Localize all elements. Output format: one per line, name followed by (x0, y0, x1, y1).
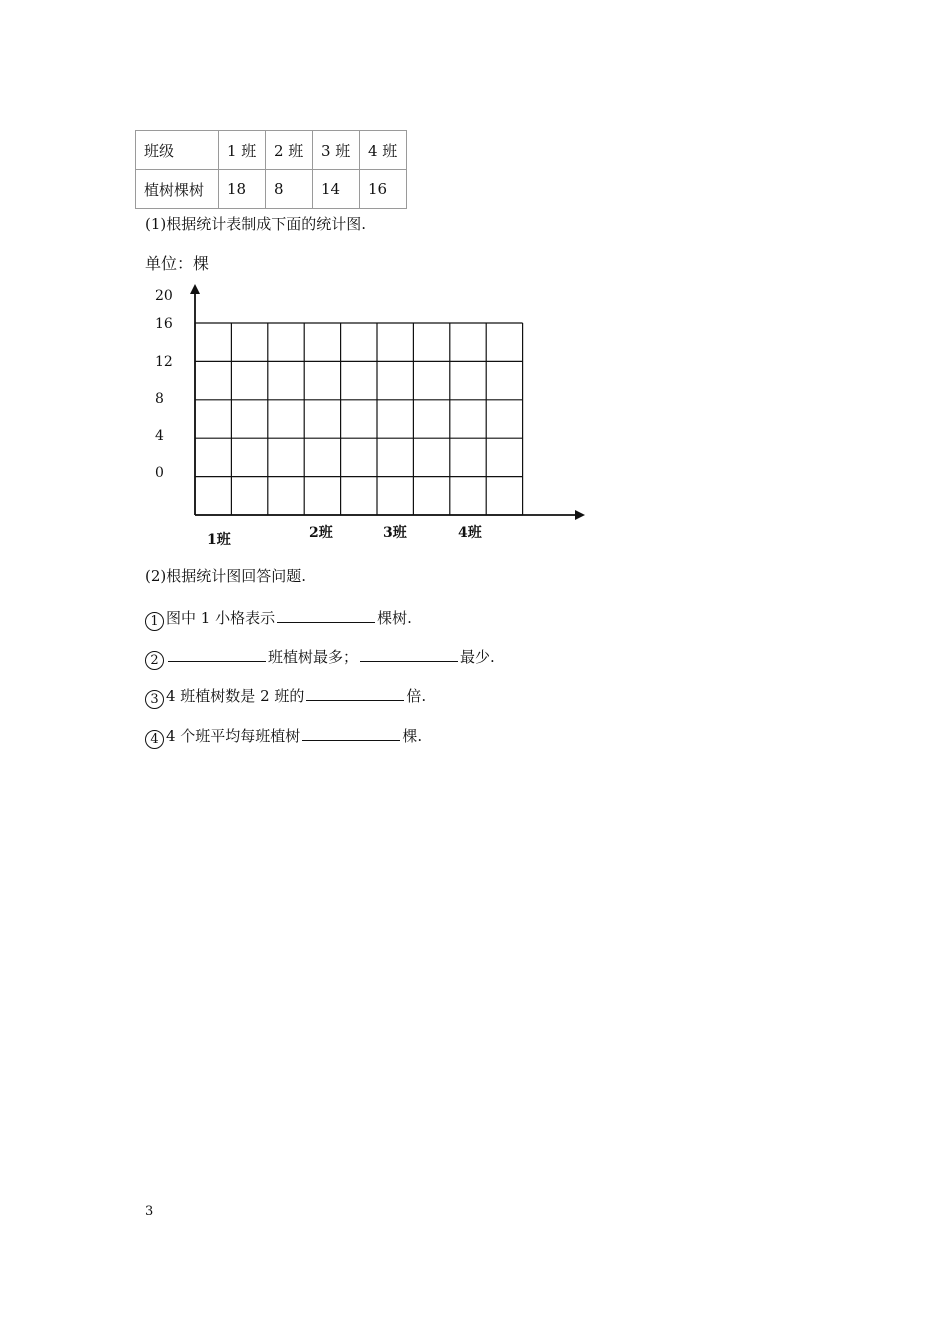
statistics-table (135, 130, 407, 209)
table-cell: 2 班 (266, 131, 313, 170)
part2-instruction: (2)根据统计图回答问题. (145, 567, 307, 585)
question-3 (145, 684, 426, 709)
question-text: 棵树. (377, 609, 412, 627)
table-cell: 8 (266, 170, 313, 209)
table-cell: 3 班 (313, 131, 360, 170)
table-cell: 4 班 (360, 131, 407, 170)
question-number-circle: 1 (145, 612, 164, 631)
y-tick-label: 0 (155, 465, 164, 481)
table-cell: 1 班 (219, 131, 266, 170)
part1-instruction: (1)根据统计表制成下面的统计图. (145, 215, 367, 233)
table-cell: 班级 (136, 131, 219, 170)
table-cell: 14 (313, 170, 360, 209)
page-number: 3 (145, 1204, 154, 1219)
y-tick-label: 16 (155, 316, 173, 332)
question-4 (145, 724, 422, 749)
x-category-label: 1班 (207, 532, 231, 548)
answer-blank[interactable] (360, 645, 458, 662)
y-tick-label: 20 (155, 288, 173, 304)
question-1 (145, 606, 412, 631)
question-2 (145, 645, 495, 670)
y-tick-label: 8 (155, 391, 164, 407)
x-category-label: 4班 (458, 525, 482, 541)
bar-chart-grid (145, 278, 595, 553)
question-text: 最少. (460, 648, 495, 666)
question-text: 图中 1 小格表示 (166, 609, 276, 627)
question-number-circle: 4 (145, 730, 164, 749)
question-number-circle: 2 (145, 651, 164, 670)
table-header-row (136, 131, 407, 170)
question-text: 班植树最多； (268, 648, 359, 666)
table-cell: 植树棵树 (136, 170, 219, 209)
question-number-circle: 3 (145, 690, 164, 709)
answer-blank[interactable] (306, 684, 404, 701)
question-text: 4 班植树数是 2 班的 (166, 687, 305, 705)
answer-blank[interactable] (302, 724, 400, 741)
x-category-label: 3班 (383, 525, 407, 541)
table-cell: 18 (219, 170, 266, 209)
question-text: 4 个班平均每班植树 (166, 727, 301, 745)
y-tick-label: 12 (155, 354, 173, 370)
answer-blank[interactable] (168, 645, 266, 662)
answer-blank[interactable] (277, 606, 375, 623)
y-tick-label: 4 (155, 428, 164, 444)
question-text: 棵. (402, 727, 423, 745)
x-category-label: 2班 (309, 525, 333, 541)
question-text: 倍. (406, 687, 427, 705)
table-cell: 16 (360, 170, 407, 209)
chart-unit-label: 单位：棵 (145, 254, 210, 273)
table-data-row (136, 170, 407, 209)
